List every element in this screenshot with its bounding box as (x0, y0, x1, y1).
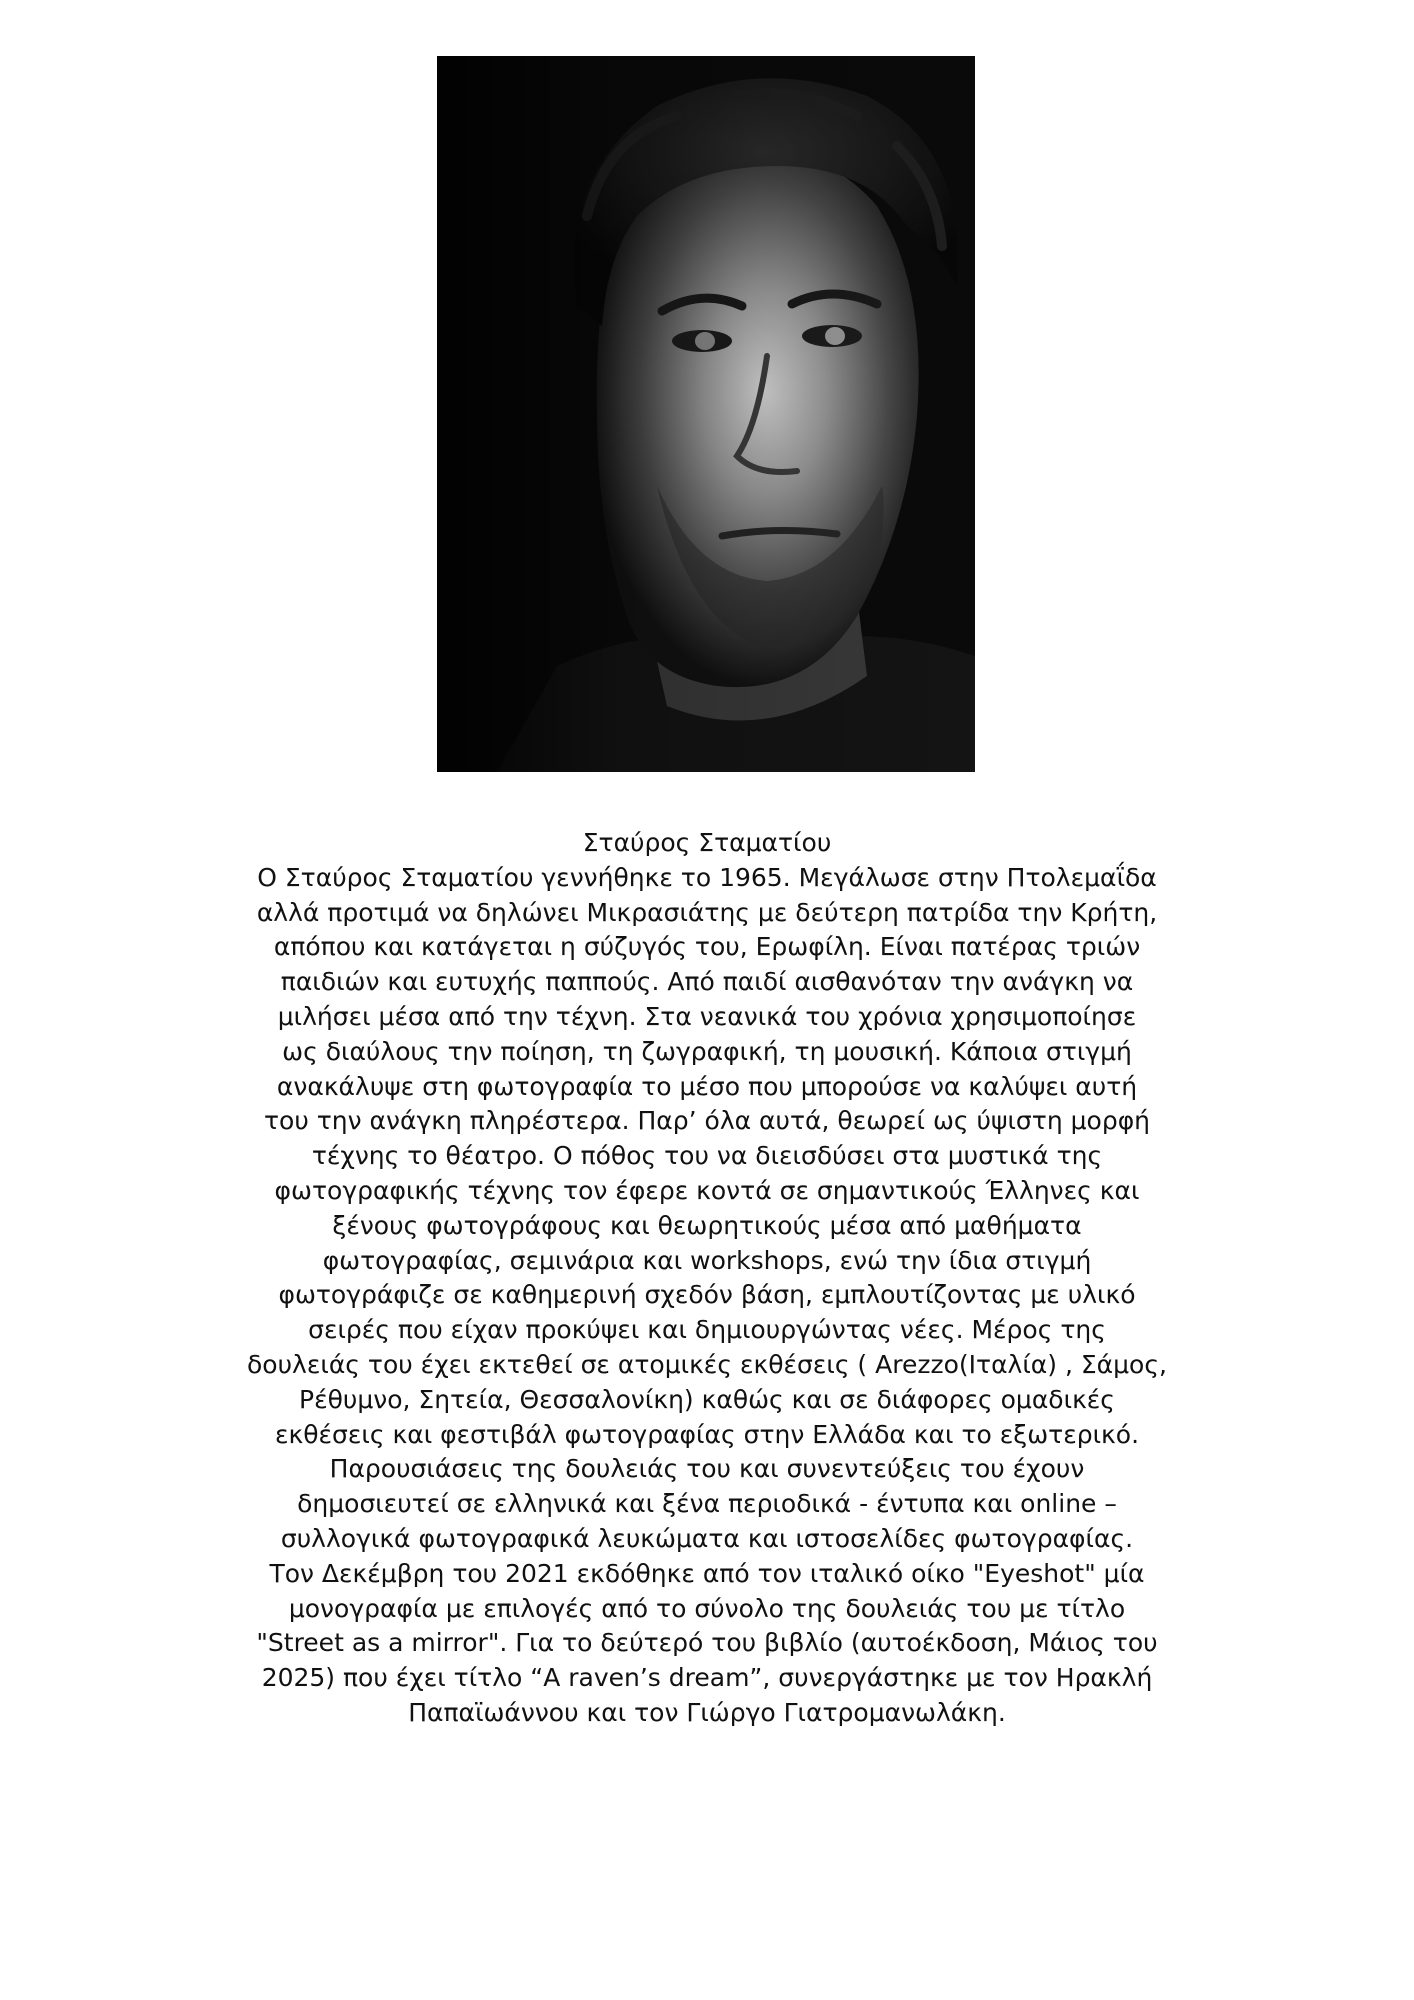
bio-line: φωτογραφικής τέχνης τον έφερε κοντά σε σημαντικούς Έλληνες και (274, 1175, 1140, 1205)
portrait-photo (437, 56, 975, 772)
bio-line: συλλογικά φωτογραφικά λευκώματα και ιστοσελίδες φωτογραφίας. (280, 1523, 1134, 1553)
bio-line: τέχνης το θέατρο. Ο πόθος του να διεισδύσει στα μυστικά της (311, 1141, 1103, 1171)
bio-name: Σταύρος Σταματίου (582, 828, 832, 857)
bio-line: μιλήσει μέσα από την τέχνη. Στα νεανικά του χρόνια χρησιμοποίησε (277, 1001, 1137, 1031)
bio-line: παιδιών και ευτυχής παππούς. Από παιδί αισθανόταν την ανάγκη να (280, 967, 1134, 997)
bio-line: δημοσιευτεί σε ελληνικά και ξένα περιοδικά - έντυπα και online – (297, 1489, 1117, 1519)
bio-line: Παρουσιάσεις της δουλειάς του και συνεντεύξεις του έχουν (329, 1454, 1085, 1484)
bio-line: ανακάλυψε στη φωτογραφία το μέσο που μπορούσε να καλύψει αυτή (276, 1071, 1138, 1101)
bio-line: "Street as a mirror". Για το δεύτερό του βιβλίο (αυτοέκδοση, Μάιος του (256, 1628, 1158, 1658)
bio-line: φωτογράφιζε σε καθημερινή σχεδόν βάση, εμπλουτίζοντας με υλικό (278, 1280, 1136, 1310)
bio-line: 2025) που έχει τίτλο “A raven’s dream”, συνεργάστηκε με τον Ηρακλή (261, 1663, 1153, 1693)
bio-line: Τον Δεκέμβρη του 2021 εκδόθηκε από τον ιταλικό οίκο "Eyeshot" μία (269, 1558, 1145, 1588)
bio-line: του την ανάγκη πληρέστερα. Παρ’ όλα αυτά, θεωρεί ως ύψιστη μορφή (263, 1106, 1151, 1136)
bio-line: ως διαύλους την ποίηση, τη ζωγραφική, τη μουσική. Κάποια στιγμή (282, 1036, 1132, 1066)
bio-line: ξένους φωτογράφους και θεωρητικούς μέσα από μαθήματα (332, 1210, 1082, 1240)
bio-line: Ο Σταύρος Σταματίου γεννήθηκε το 1965. Μεγάλωσε στην Πτολεμαΐδα (257, 862, 1157, 892)
bio-section (200, 826, 1214, 1731)
bio-line: αλλά προτιμά να δηλώνει Μικρασιάτης με δεύτερη πατρίδα την Κρήτη, (256, 897, 1158, 927)
bio-line: Παπαϊωάννου και τον Γιώργο Γιατρομανωλάκη. (408, 1697, 1006, 1727)
bio-line: Ρέθυμνο, Σητεία, Θεσσαλονίκη) καθώς και σε διάφορες ομαδικές (299, 1384, 1115, 1414)
bio-line: φωτογραφίας, σεμινάρια και workshops, ενώ την ίδια στιγμή (322, 1245, 1092, 1275)
bio-line: μονογραφία με επιλογές από το σύνολο της δουλειάς του με τίτλο (288, 1593, 1126, 1623)
bio-line: σειρές που είχαν προκύψει και δημιουργώντας νέες. Μέρος της (308, 1315, 1106, 1345)
bio-line: απόπου και κατάγεται η σύζυγός του, Ερωφίλη. Είναι πατέρας τριών (273, 932, 1141, 962)
bio-line: δουλειάς του έχει εκτεθεί σε ατομικές εκθέσεις ( Arezzo(Ιταλία) , Σάμος, (247, 1349, 1167, 1379)
bio-line: εκθέσεις και φεστιβάλ φωτογραφίας στην Ελλάδα και το εξωτερικό. (274, 1419, 1140, 1449)
portrait-image-icon (437, 56, 975, 772)
